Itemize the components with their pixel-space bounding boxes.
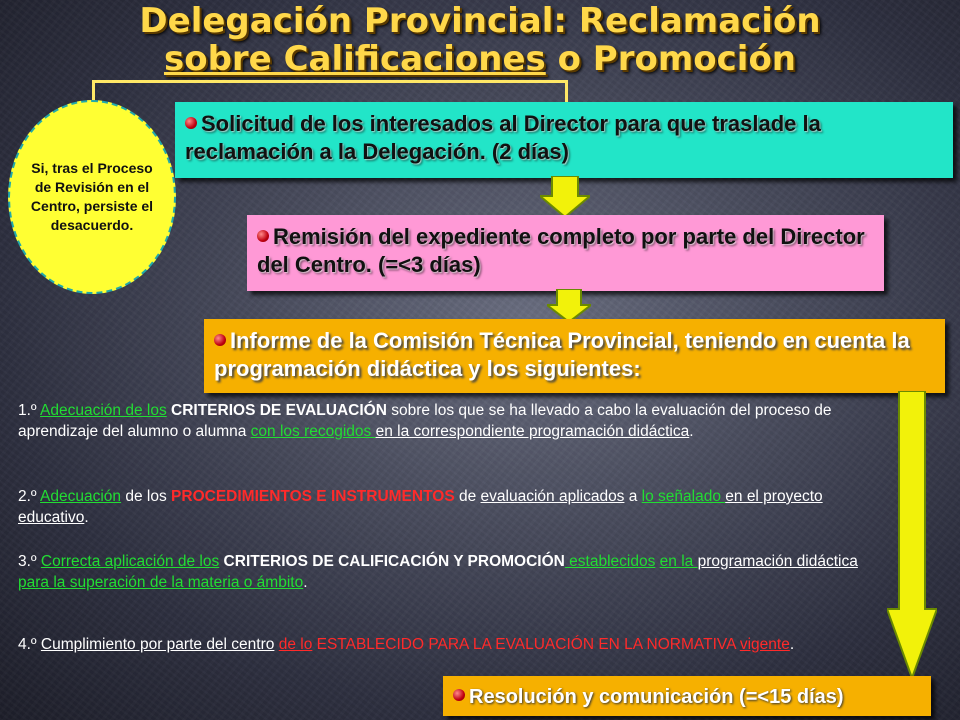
step-report-text: Informe de la Comisión Técnica Provincial, teniendo en cuenta la programación didáctica y los siguientes:	[214, 328, 910, 381]
criterion-text: establecidos	[564, 553, 656, 570]
criterion-text: .	[789, 636, 795, 653]
step-submission	[247, 215, 884, 291]
criterion-1	[18, 400, 878, 442]
bullet-icon	[453, 689, 465, 701]
bullet-icon	[214, 334, 226, 346]
title-line-2	[0, 40, 960, 78]
step-request-text: Solicitud de los interesados al Director para que traslade la reclamación a la Delegación. (2 días)	[185, 111, 821, 164]
arrow-down-icon	[887, 391, 937, 679]
criterion-text: .	[303, 574, 308, 591]
criterion-text: Adecuación de los	[40, 402, 167, 419]
criterion-text: Adecuación	[40, 488, 122, 505]
criterion-text: programación didáctica	[697, 553, 858, 570]
title-connector	[92, 80, 568, 103]
criterion-4	[18, 634, 878, 655]
criterion-text: de	[454, 488, 481, 505]
title-line-1: Delegación Provincial: Reclamación	[139, 1, 821, 41]
arrow-down-icon	[540, 176, 590, 218]
bullet-icon	[185, 117, 197, 129]
criterion-number: 1.º	[18, 402, 41, 419]
criterion-text: de los	[121, 488, 172, 505]
arrow-down-icon	[547, 289, 591, 323]
criterion-key: CRITERIOS DE EVALUACIÓN	[166, 402, 387, 419]
criterion-text: evaluación aplicados	[480, 488, 625, 505]
criterion-text: con los recogidos	[250, 423, 376, 440]
criterion-text: de lo	[278, 636, 313, 653]
condition-text: Si, tras el Proceso de Revisión en el Centro, persiste el desacuerdo.	[30, 160, 154, 233]
criterion-text: Cumplimiento por parte del centro	[40, 636, 275, 653]
criterion-text: en el proyecto educativo	[18, 488, 823, 526]
slide-title	[0, 2, 960, 78]
criterion-text: sobre los que se ha llevado a cabo la evaluación del proceso de aprendizaje del alumno o alumna	[18, 402, 832, 440]
criterion-number: 4.º	[18, 636, 41, 653]
criterion-text: Correcta aplicación de los	[40, 553, 220, 570]
criterion-text: vigente	[739, 636, 790, 653]
criterion-text: .	[689, 423, 694, 440]
criterion-text: en la	[659, 553, 698, 570]
criterion-number: 2.º	[18, 488, 41, 505]
criterion-key: ESTABLECIDO PARA LA EVALUACIÓN EN LA NORMATIVA	[312, 636, 740, 653]
criterion-number: 3.º	[18, 553, 41, 570]
step-request	[175, 102, 953, 178]
criterion-2	[18, 486, 878, 528]
step-resolution-text: Resolución y comunicación (=<15 días)	[469, 686, 844, 708]
criterion-text: a	[624, 488, 642, 505]
criterion-key: PROCEDIMIENTOS E INSTRUMENTOS	[171, 488, 455, 505]
title-rest: o Promoción	[545, 39, 797, 79]
criterion-text: lo señalado	[641, 488, 726, 505]
criterion-text: para la superación de la materia o ámbito	[18, 574, 304, 591]
bullet-icon	[257, 230, 269, 242]
criterion-text: .	[84, 509, 89, 526]
step-report	[204, 319, 945, 393]
step-submission-text: Remisión del expediente completo por parte del Director del Centro. (=<3 días)	[257, 224, 865, 277]
title-underlined: sobre Calificaciones	[163, 39, 546, 79]
step-resolution	[443, 676, 931, 716]
criterion-3	[18, 551, 878, 593]
condition-oval	[8, 100, 176, 294]
criterion-text: en la correspondiente programación didáctica	[375, 423, 690, 440]
criterion-key: CRITERIOS DE CALIFICACIÓN Y PROMOCIÓN	[219, 553, 565, 570]
